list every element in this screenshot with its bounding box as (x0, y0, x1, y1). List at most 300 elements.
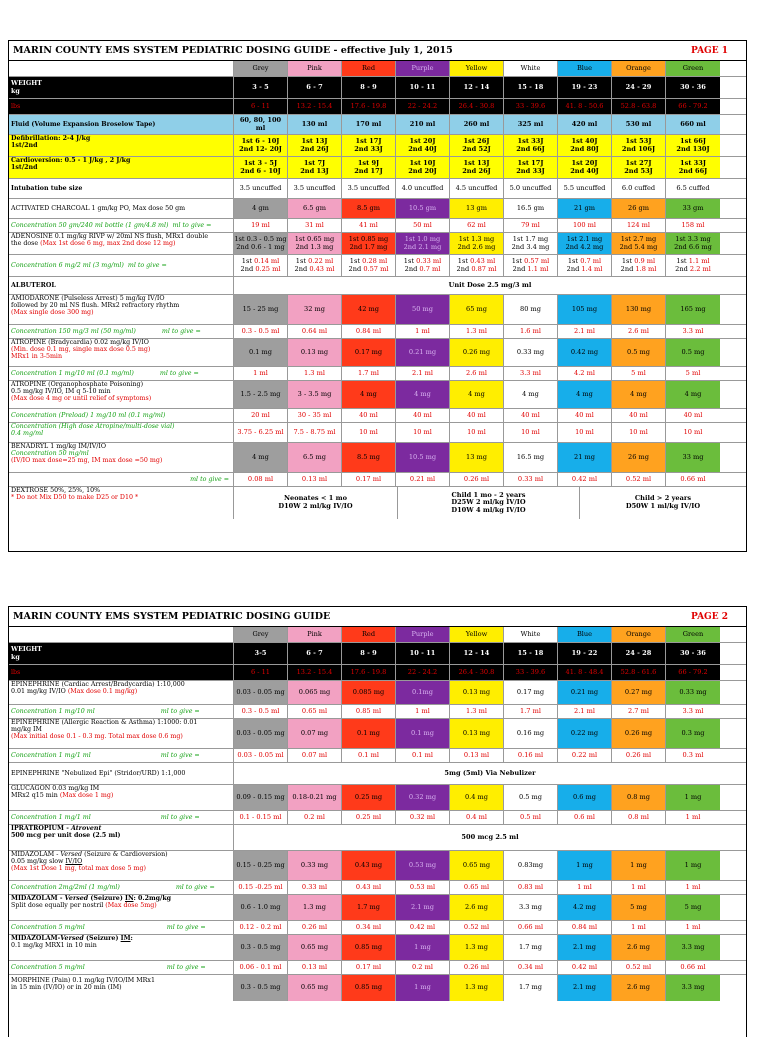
benadryl-ml-row (9, 473, 746, 487)
lbs-cell: 26.4 - 30.8 (450, 665, 504, 680)
amiodarone-row: AMIODARONE (Pulseless Arrest) 5 mg/kg IV/IO followed by 20 ml NS flush. MRx2 refractory rhythm (Max single dose 300 mg) 15 - 25 mg 32 mg 42 mg 50 mg 65 mg 80 mg 105 mg 130 mg 165 mg (9, 295, 746, 325)
atropine-highdose-ml: 10 ml (612, 423, 666, 442)
charcoal-ml: 62 ml (450, 219, 504, 232)
atropine-brady-ml: 1.3 ml (288, 367, 342, 380)
midazolam-in-cell: 5 mg (666, 895, 720, 920)
midazolam-im-ml: 0.42 ml (558, 961, 612, 974)
adenosine-cell: 1st 3.3 mg 2nd 6.6 mg (666, 233, 720, 254)
charcoal-cell: 10.5 gm (396, 199, 450, 218)
atropine-preload-ml: 40 ml (450, 409, 504, 422)
atropine-brady-cell: 0.17 mg (342, 339, 396, 366)
atropine-preload-ml: 40 ml (396, 409, 450, 422)
charcoal-give: ml to give = (172, 221, 212, 229)
midazolam-iv-cell: 0.83mg (504, 851, 558, 880)
kg-cell: 15 - 18 (504, 643, 558, 664)
midazolam-in-conc: Concentration 5 mg/ml (11, 923, 85, 931)
epi-cardiac-cell: 0.03 - 0.05 mg (234, 681, 288, 704)
epi-cardiac-ml: 3.3 ml (682, 706, 704, 715)
page-1-number: PAGE 1 (690, 45, 728, 56)
charcoal-ml: 79 ml (504, 219, 558, 232)
adenosine-ml: 1st 0.22 ml 2nd 0.43 ml (288, 255, 342, 276)
epi-allergic-cell: 0.13 mg (450, 719, 504, 748)
dextrose-row: DEXTROSE 50%, 25%, 10% * Do not Mix D50 to make D25 or D10 * Neonates < 1 mo D10W 2 ml/kg IV/IO Child 1 mo - 2 years D25W 2 ml/kg IV/IO D10W 4 ml/kg IV/IO Child > 2 years D50W 1 ml/kg IV/IO (9, 487, 746, 519)
morphine-cell: 0.85 mg (342, 975, 396, 1001)
epi-cardiac-row: EPINEPHRINE (Cardiac Arrest/Bradycardia) 1:10,000 0.01 mg/kg IV/IO (Max dose 0.1 mg/kg) 0.03 - 0.05 mg 0.065 mg 0.085 mg 0.1mg 0.13 mg 0.17 mg 0.21 mg 0.27 mg 0.33 mg (9, 681, 746, 705)
tube-cell: 4.5 uncuffed (450, 179, 504, 198)
atropine-highdose-ml: 10 ml (558, 423, 612, 442)
epi-allergic-cell: 0.16 mg (504, 719, 558, 748)
glucagon-ml: 0.8 ml (612, 811, 666, 824)
color-header-row (9, 61, 746, 77)
albuterol-row (9, 277, 746, 295)
amiodarone-ml: 0.84 ml (342, 325, 396, 338)
lbs-cell: 66 - 79.2 (666, 99, 720, 114)
epi-allergic-ml: 0.07 ml (288, 749, 342, 762)
atropine-preload-ml: 40 ml (683, 410, 703, 419)
amiodarone-ml: 0.64 ml (288, 325, 342, 338)
glucagon-ml: 0.2 ml (288, 811, 342, 824)
benadryl-cell: 16.5 mg (504, 443, 558, 472)
ipratropium-row: IPRATROPIUM - Atrovent 500 mcg per unit dose (2.5 ml) 500 mcg 2.5 ml (9, 825, 746, 851)
midazolam-in-cell: 5 mg (612, 895, 666, 920)
defib-cell: 1st 66J 2nd 130J (666, 135, 720, 156)
glucagon-row: GLUCAGON 0.03 mg/kg IM MRx2 q15 min (Max dose 1 mg) 0.09 - 0.15 mg 0.18-0.21 mg 0.25 mg 0.32 mg 0.4 mg 0.5 mg 0.6 mg 0.8 mg 1 mg (9, 785, 746, 811)
amiodarone-cell: 165 mg (666, 295, 720, 324)
midazolam-im-ml: 0.13 ml (288, 961, 342, 974)
albuterol-label: ALBUTEROL (9, 277, 234, 294)
lbs-cell: 26.4 - 30.8 (450, 99, 504, 114)
charcoal-ml: 158 ml (681, 220, 705, 229)
epi-neb-row (9, 763, 746, 785)
weight-label: WEIGHT (11, 80, 42, 88)
epi-cardiac-cell: 0.085 mg (342, 681, 396, 704)
atropine-brady-ml: 4.2 ml (558, 367, 612, 380)
midazolam-iv-ml: 0.33 ml (288, 881, 342, 894)
amiodarone-ml: 2.6 ml (612, 325, 666, 338)
adenosine-ml: 1st 0.28 ml 2nd 0.57 ml (342, 255, 396, 276)
defib-cell: 1st 40J 2nd 80J (558, 135, 612, 156)
atropine-organo-cell: 4 mg (396, 381, 450, 408)
kg-cell: 3 - 5 (234, 77, 288, 98)
midazolam-im-cell: 1.3 mg (450, 935, 504, 960)
epi-cardiac-cell: 0.1mg (396, 681, 450, 704)
cardio-row (9, 157, 746, 179)
benadryl-ml: 0.26 ml (450, 473, 504, 486)
benadryl-give: ml to give = (9, 473, 234, 486)
atropine-brady-ml: 2.1 ml (396, 367, 450, 380)
epi-cardiac-ml: 0.3 - 0.5 ml (234, 705, 288, 718)
lbs-cell: 41. 8 - 50.6 (558, 99, 612, 114)
kg-cell: 10 - 11 (396, 77, 450, 98)
kg-label: kg (11, 87, 20, 95)
charcoal-ml: 19 ml (234, 219, 288, 232)
kg-cell: 12 - 14 (450, 77, 504, 98)
benadryl-ml: 0.66 ml (680, 474, 706, 483)
dextrose-child-older: Child > 2 years D50W 1 ml/kg IV/IO (625, 494, 701, 510)
adenosine-label: ADENOSINE 0.1 mg/kg RIVP w/ 20ml NS flush, MRx1 double (11, 233, 209, 240)
amiodarone-cell: 15 - 25 mg (234, 295, 288, 324)
midazolam-in-ml: 0.34 ml (342, 921, 396, 934)
adenosine-ml-row: Concentration 6 mg/2 ml (3 mg/ml) ml to give = 1st 0.14 ml 2nd 0.25 ml 1st 0.22 ml 2nd 0.43 ml 1st 0.28 ml 2nd 0.57 ml 1st 0.33 ml 2nd 0.7 ml 1st 0.43 ml 2nd 0.87 ml 1st 0.57 ml 2nd 1.1 ml 1st 0.7 ml 2nd 1.4 ml 1st 0.9 ml 2nd 1.8 ml 1st 1.1 ml 2nd 2.2 ml (9, 255, 746, 277)
benadryl-cell: 10.5 mg (396, 443, 450, 472)
epi-allergic-label: EPINEPHRINE (Allergic Reaction & Asthma) 1:1000: 0.01 (11, 719, 198, 726)
amiodarone-label: AMIODARONE (Pulseless Arrest) 5 mg/kg IV/IO (11, 295, 165, 302)
page-1-sheet (8, 40, 747, 552)
midazolam-in-cell: 3.3 mg (504, 895, 558, 920)
dextrose-child-infant: Child 1 mo - 2 years D25W 2 ml/kg IV/IO D10W 4 ml/kg IV/IO (398, 487, 580, 519)
midazolam-im-row: MIDAZOLAM-Versed (Seizure) IM: 0.1 mg/kg MRX1 in 10 min 0.3 - 0.5 mg 0.65 mg 0.85 mg 1 mg 1.3 mg 1.7 mg 2.1 mg 2.6 mg 3.3 mg (9, 935, 746, 961)
charcoal-ml: 31 ml (288, 219, 342, 232)
benadryl-cell: 6.5 mg (288, 443, 342, 472)
defib-cell: 1st 26J 2nd 52J (450, 135, 504, 156)
epi-cardiac-conc: Concentration 1 mg/10 ml (11, 707, 95, 715)
benadryl-row: BENADRYL 1 mg/kg IM/IV/IO Concentration 50 mg/ml (IV/IO max dose=25 mg, IM max dose =50 mg) 4 mg 6.5 mg 8.5 mg 10.5 mg 13 mg 16.5 mg 21 mg 26 mg 33 mg (9, 443, 746, 473)
dextrose-neonates: Neonates < 1 mo D10W 2 ml/kg IV/IO (234, 487, 398, 519)
midazolam-iv-ml: 0.65 ml (450, 881, 504, 894)
kg-cell: 8 - 9 (342, 643, 396, 664)
midazolam-iv-conc: Concentration 2mg/2ml (1 mg/ml) (11, 883, 120, 891)
color-green: Green (666, 61, 720, 76)
midazolam-iv-cell: 0.33 mg (288, 851, 342, 880)
atropine-brady-ml: 1 ml (234, 367, 288, 380)
defib-label: Defibrillation: 2-4 J/kg (11, 135, 91, 142)
fluid-cell: 130 ml (288, 115, 342, 134)
midazolam-iv-cell: 1 mg (612, 851, 666, 880)
atropine-organo-cell: 4 mg (558, 381, 612, 408)
charcoal-cell: 16.5 gm (504, 199, 558, 218)
morphine-cell: 1.7 mg (504, 975, 558, 1001)
defib-row (9, 135, 746, 157)
amiodarone-cell: 42 mg (342, 295, 396, 324)
kg-cell: 12 - 14 (450, 643, 504, 664)
midazolam-in-cell: 2.6 mg (450, 895, 504, 920)
adenosine-ml: 1st 0.14 ml 2nd 0.25 ml (234, 255, 288, 276)
epi-cardiac-ml: 0.65 ml (288, 705, 342, 718)
kg-cell: 6 - 7 (288, 77, 342, 98)
benadryl-cell: 4 mg (234, 443, 288, 472)
atropine-highdose-row: Concentration (High dose Atropine/multi-dose vial) 0.4 mg/ml 3.75 - 6.25 ml 7.5 - 8.75 ml 10 ml 10 ml 10 ml 10 ml 10 ml 10 ml 10 ml (9, 423, 746, 443)
lbs-cell: 22 - 24.2 (396, 99, 450, 114)
benadryl-ml: 0.13 ml (288, 473, 342, 486)
charcoal-cell: 4 gm (234, 199, 288, 218)
atropine-organo-row: ATROPINE (Organophosphate Poisoning) 0.5 mg/kg IV/IO, IM q 5-10 min (Max dose 4 mg or until relief of symptoms) 1.5 - 2.5 mg 3 - 3.5 mg 4 mg 4 mg 4 mg 4 mg 4 mg 4 mg 4 mg (9, 381, 746, 409)
amiodarone-cell: 80 mg (504, 295, 558, 324)
morphine-cell: 0.3 - 0.5 mg (234, 975, 288, 1001)
benadryl-ml: 0.52 ml (612, 473, 666, 486)
lbs-cell: 52.8 - 61.6 (612, 665, 666, 680)
glucagon-cell: 0.32 mg (396, 785, 450, 810)
charcoal-ml: 50 ml (396, 219, 450, 232)
amiodarone-ml: 3.3 ml (682, 326, 704, 335)
color-white: White (504, 627, 558, 642)
color-orange: Orange (612, 61, 666, 76)
atropine-preload-ml: 40 ml (504, 409, 558, 422)
atropine-organo-cell: 4 mg (342, 381, 396, 408)
benadryl-cell: 8.5 mg (342, 443, 396, 472)
glucagon-cell: 0.6 mg (558, 785, 612, 810)
kg-cell: 3-5 (234, 643, 288, 664)
fluid-cell: 260 ml (450, 115, 504, 134)
glucagon-ml: 0.5 ml (504, 811, 558, 824)
morphine-label: MORPHINE (Pain) 0.1 mg/kg IV/IO/IM MRx1 (11, 977, 155, 984)
atropine-brady-row: ATROPINE (Bradycardia) 0.02 mg/kg IV/IO (Min. dose 0.1 mg, single max dose 0.5 mg) MRx1 in 3-5min 0.1 mg 0.13 mg 0.17 mg 0.21 mg 0.26 mg 0.33 mg 0.42 mg 0.5 mg 0.5 mg (9, 339, 746, 367)
midazolam-im-cell: 2.6 mg (612, 935, 666, 960)
midazolam-im-cell: 2.1 mg (558, 935, 612, 960)
atropine-brady-cell: 0.21 mg (396, 339, 450, 366)
adenosine-cell: 1st 0.3 - 0.5 mg 2nd 0.6 - 1 mg (234, 233, 288, 254)
midazolam-iv-ml: 1 ml (612, 881, 666, 894)
albuterol-unit-dose: Unit Dose 2.5 mg/3 ml (448, 280, 532, 289)
kg-label: kg (11, 653, 20, 661)
atropine-organo-cell: 4 mg (612, 381, 666, 408)
morphine-cell: 0.65 mg (288, 975, 342, 1001)
adenosine-cell: 1st 2.7 mg 2nd 5.4 mg (612, 233, 666, 254)
lbs-label: lbs (9, 665, 234, 680)
midazolam-iv-cell: 0.65 mg (450, 851, 504, 880)
fluid-row (9, 115, 746, 135)
epi-cardiac-cell: 0.17 mg (504, 681, 558, 704)
glucagon-ml: 1 ml (685, 812, 701, 821)
atropine-organo-cell: 4 mg (504, 381, 558, 408)
tube-cell: 3.5 uncuffed (288, 179, 342, 198)
midazolam-in-ml: 1 ml (685, 922, 701, 931)
atropine-preload-ml: 30 - 35 ml (288, 409, 342, 422)
color-header-row (9, 627, 746, 643)
epi-allergic-cell: 0.26 mg (612, 719, 666, 748)
page-1-title-bar (9, 41, 746, 61)
midazolam-im-ml: 0.17 ml (342, 961, 396, 974)
atropine-highdose-conc: Concentration (High dose Atropine/multi-dose vial) (11, 423, 175, 430)
amiodarone-cell: 130 mg (612, 295, 666, 324)
weight-kg-row (9, 77, 746, 99)
glucagon-cell: 0.8 mg (612, 785, 666, 810)
tube-cell: 6.0 cuffed (612, 179, 666, 198)
adenosine-ml: 1st 0.33 ml 2nd 0.7 ml (396, 255, 450, 276)
amiodarone-ml: 1.3 ml (450, 325, 504, 338)
glucagon-cell: 0.5 mg (504, 785, 558, 810)
cardio-cell: 1st 13J 2nd 26J (450, 157, 504, 178)
epi-cardiac-label: EPINEPHRINE (Cardiac Arrest/Bradycardia) 1:10,000 (11, 681, 185, 688)
midazolam-iv-ml-row: Concentration 2mg/2ml (1 mg/ml) ml to give = 0.15 -0.25 ml 0.33 ml 0.43 ml 0.53 ml 0.65 ml 0.83 ml 1 ml 1 ml 1 ml (9, 881, 746, 895)
dextrose-label: DEXTROSE 50%, 25%, 10% (11, 487, 101, 494)
fluid-cell: 60, 80, 100 ml (234, 115, 288, 134)
adenosine-ml: 1st 0.9 ml 2nd 1.8 ml (612, 255, 666, 276)
atropine-brady-cell: 0.13 mg (288, 339, 342, 366)
cardio-cell: 1st 3 - 5J 2nd 6 - 10J (234, 157, 288, 178)
amiodarone-cell: 65 mg (450, 295, 504, 324)
epi-allergic-ml: 0.1 ml (396, 749, 450, 762)
benadryl-ml: 0.42 ml (558, 473, 612, 486)
defib-cell: 1st 13J 2nd 26J (288, 135, 342, 156)
midazolam-iv-row: MIDAZOLAM - Versed (Seizure & Cardioversion) 0.05 mg/kg slow IV/IO (Max 1st Dose 1 mg, total max dose 5 mg) 0.15 - 0.25 mg 0.33 mg 0.43 mg 0.53 mg 0.65 mg 0.83mg 1 mg 1 mg 1 mg (9, 851, 746, 881)
color-green: Green (666, 627, 720, 642)
midazolam-in-ml: 0.52 ml (450, 921, 504, 934)
benadryl-label: BENADRYL 1 mg/kg IM/IV/IO (11, 443, 107, 450)
epi-allergic-cell: 0.07 mg (288, 719, 342, 748)
atropine-highdose-ml: 10 ml (396, 423, 450, 442)
epi-allergic-cell: 0.22 mg (558, 719, 612, 748)
page-2-title-bar (9, 607, 746, 627)
amiodarone-cell: 50 mg (396, 295, 450, 324)
atropine-brady-ml: 5 ml (612, 367, 666, 380)
epi-cardiac-cell: 0.21 mg (558, 681, 612, 704)
fluid-cell: 530 ml (612, 115, 666, 134)
color-white: White (504, 61, 558, 76)
benadryl-ml: 0.21 ml (396, 473, 450, 486)
midazolam-im-cell: 0.3 - 0.5 mg (234, 935, 288, 960)
benadryl-cell: 13 mg (450, 443, 504, 472)
midazolam-iv-ml: 0.53 ml (396, 881, 450, 894)
epi-allergic-ml: 0.26 ml (612, 749, 666, 762)
glucagon-ml: 0.4 ml (450, 811, 504, 824)
weight-lbs-row (9, 665, 746, 681)
atropine-highdose-ml: 3.75 - 6.25 ml (234, 423, 288, 442)
defib-cell: 1st 6 - 10J 2nd 12- 20J (234, 135, 288, 156)
lbs-cell: 13.2 - 15.4 (288, 665, 342, 680)
midazolam-im-label: MIDAZOLAM- (11, 935, 61, 942)
tube-label: Intubation tube size (9, 179, 234, 198)
midazolam-in-ml: 0.84 ml (558, 921, 612, 934)
epi-allergic-ml: 0.22 ml (558, 749, 612, 762)
atropine-organo-label: ATROPINE (Organophosphate Poisoning) (11, 381, 144, 388)
benadryl-ml: 0.33 ml (504, 473, 558, 486)
charcoal-ml-row (9, 219, 746, 233)
midazolam-im-ml: 0.2 ml (396, 961, 450, 974)
adenosine-ml: 1st 0.7 ml 2nd 1.4 ml (558, 255, 612, 276)
kg-cell: 8 - 9 (342, 77, 396, 98)
midazolam-in-cell: 1.3 mg (288, 895, 342, 920)
epi-allergic-row: EPINEPHRINE (Allergic Reaction & Asthma) 1:1000: 0.01 mg/kg IM (Max initial dose 0.1 - 0.3 mg. Total max dose 0.6 mg) 0.03 - 0.05 mg 0.07 mg 0.1 mg 0.1 mg 0.13 mg 0.16 mg 0.22 mg 0.26 mg 0.3 mg (9, 719, 746, 749)
benadryl-ml: 0.17 ml (342, 473, 396, 486)
glucagon-ml-row: Concentration 1 mg/1 ml ml to give = 0.1 - 0.15 ml 0.2 ml 0.25 ml 0.32 ml 0.4 ml 0.5 ml 0.6 ml 0.8 ml 1 ml (9, 811, 746, 825)
benadryl-cell: 26 mg (612, 443, 666, 472)
epi-cardiac-ml: 2.1 ml (558, 705, 612, 718)
epi-allergic-cell: 0.03 - 0.05 mg (234, 719, 288, 748)
midazolam-iv-cell: 1 mg (666, 851, 720, 880)
midazolam-iv-ml: 1 ml (685, 882, 701, 891)
atropine-organo-cell: 4 mg (666, 381, 720, 408)
midazolam-im-ml: 0.52 ml (612, 961, 666, 974)
cardio-cell: 1st 27J 2nd 53J (612, 157, 666, 178)
lbs-cell: 41. 8 - 48.4 (558, 665, 612, 680)
midazolam-im-cell: 3.3 mg (666, 935, 720, 960)
cardio-label: Cardioversion: 0.5 - 1 J/kg , 2 J/kg (11, 157, 131, 164)
atropine-highdose-ml: 10 ml (450, 423, 504, 442)
color-red: Red (342, 627, 396, 642)
epi-allergic-cell: 0.3 mg (666, 719, 720, 748)
defib-cell: 1st 33J 2nd 66J (504, 135, 558, 156)
page-1-title: MARIN COUNTY EMS SYSTEM PEDIATRIC DOSING GUIDE - effective July 1, 2015 (13, 45, 453, 56)
cardio-cell: 1st 17J 2nd 33J (504, 157, 558, 178)
amiodarone-ml-row: Concentration 150 mg/3 ml (50 mg/ml) ml to give = 0.3 - 0.5 ml 0.64 ml 0.84 ml 1 ml 1.3 ml 1.6 ml 2.1 ml 2.6 ml 3.3 ml (9, 325, 746, 339)
morphine-cell: 2.6 mg (612, 975, 666, 1001)
epi-cardiac-ml: 1.3 ml (450, 705, 504, 718)
epi-cardiac-ml: 1.7 ml (504, 705, 558, 718)
kg-cell: 6 - 7 (288, 643, 342, 664)
charcoal-cell: 26 gm (612, 199, 666, 218)
adenosine-cell: 1st 1.3 mg 2nd 2.6 mg (450, 233, 504, 254)
charcoal-conc: Concentration 50 gm/240 ml bottle (1 gm/4.8 ml) (11, 221, 169, 229)
color-blue: Blue (558, 61, 612, 76)
charcoal-cell: 13 gm (450, 199, 504, 218)
ipratropium-dose: 500 mcg 2.5 ml (461, 832, 519, 841)
charcoal-cell: 8.5 gm (342, 199, 396, 218)
midazolam-im-ml-row: Concentration 5 mg/ml ml to give = 0.06 - 0.1 ml 0.13 ml 0.17 ml 0.2 ml 0.26 ml 0.34 ml 0.42 ml 0.52 ml 0.66 ml (9, 961, 746, 975)
midazolam-in-ml: 1 ml (612, 921, 666, 934)
benadryl-cell: 33 mg (666, 443, 720, 472)
atropine-brady-ml: 5 ml (685, 368, 701, 377)
glucagon-cell: 0.09 - 0.15 mg (234, 785, 288, 810)
page-2-number: PAGE 2 (690, 611, 728, 622)
midazolam-iv-ml: 1 ml (558, 881, 612, 894)
atropine-brady-ml: 2.6 ml (450, 367, 504, 380)
morphine-row: MORPHINE (Pain) 0.1 mg/kg IV/IO/IM MRx1 in 15 min (IV/IO) or in 20 min (IM) 0.3 - 0.5 mg 0.65 mg 0.85 mg 1 mg 1.3 mg 1.7 mg 2.1 mg 2.6 mg 3.3 mg (9, 975, 746, 1001)
atropine-preload-ml: 40 ml (558, 409, 612, 422)
charcoal-cell: 33 gm (666, 199, 720, 218)
amiodarone-ml: 1.6 ml (504, 325, 558, 338)
tube-cell: 3.5 uncuffed (234, 179, 288, 198)
midazolam-in-ml: 0.26 ml (288, 921, 342, 934)
color-grey: Grey (234, 627, 288, 642)
midazolam-im-ml: 0.26 ml (450, 961, 504, 974)
amiodarone-cell: 32 mg (288, 295, 342, 324)
atropine-preload-ml: 20 ml (234, 409, 288, 422)
epi-cardiac-ml: 2.7 ml (612, 705, 666, 718)
tube-row (9, 179, 746, 199)
midazolam-im-cell: 1.7 mg (504, 935, 558, 960)
glucagon-label: GLUCAGON 0.03 mg/kg IM (11, 785, 100, 792)
charcoal-ml: 100 ml (558, 219, 612, 232)
glucagon-cell: 0.4 mg (450, 785, 504, 810)
tube-cell: 5.5 uncuffed (558, 179, 612, 198)
atropine-organo-cell: 3 - 3.5 mg (288, 381, 342, 408)
glucagon-ml: 0.32 ml (396, 811, 450, 824)
epi-cardiac-cell: 0.065 mg (288, 681, 342, 704)
kg-cell: 30 - 36 (666, 77, 720, 98)
atropine-brady-cell: 0.1 mg (234, 339, 288, 366)
fluid-cell: 210 ml (396, 115, 450, 134)
atropine-brady-cell: 0.33 mg (504, 339, 558, 366)
glucagon-cell: 0.25 mg (342, 785, 396, 810)
tube-cell: 5.0 uncuffed (504, 179, 558, 198)
fluid-cell: 170 ml (342, 115, 396, 134)
morphine-cell: 1.3 mg (450, 975, 504, 1001)
lbs-cell: 33 - 39.6 (504, 665, 558, 680)
color-yellow: Yellow (450, 627, 504, 642)
atropine-brady-conc: Concentration 1 mg/10 ml (0.1 mg/ml) (11, 369, 134, 377)
epi-allergic-ml: 0.03 - 0.05 ml (234, 749, 288, 762)
atropine-brady-cell: 0.5 mg (612, 339, 666, 366)
epi-neb-label: EPINEPHRINE "Nebulized Epi" (Stridor/URD) 1:1,000 (9, 763, 234, 784)
tube-cell: 4.0 uncuffed (396, 179, 450, 198)
fluid-cell: 325 ml (504, 115, 558, 134)
lbs-cell: 6 - 11 (234, 665, 288, 680)
epi-allergic-cell: 0.1 mg (342, 719, 396, 748)
epi-allergic-ml-row: Concentration 1 mg/1 ml ml to give = 0.03 - 0.05 ml 0.07 ml 0.1 ml 0.1 ml 0.13 ml 0.16 ml 0.22 ml 0.26 ml 0.3 ml (9, 749, 746, 763)
fluid-cell: 660 ml (666, 115, 720, 134)
adenosine-cell: 1st 0.65 mg 2nd 1.3 mg (288, 233, 342, 254)
glucagon-cell: 0.18-0.21 mg (288, 785, 342, 810)
kg-cell: 30 - 36 (666, 643, 720, 664)
midazolam-iv-cell: 1 mg (558, 851, 612, 880)
defib-cell: 1st 17J 2nd 33J (342, 135, 396, 156)
color-orange: Orange (612, 627, 666, 642)
midazolam-in-cell: 4.2 mg (558, 895, 612, 920)
lbs-label: lbs (9, 99, 234, 114)
cardio-sublabel: 1st/2nd (11, 164, 38, 172)
adenosine-ml: 1st 1.1 ml 2nd 2.2 ml (675, 256, 711, 273)
atropine-brady-cell: 0.26 mg (450, 339, 504, 366)
